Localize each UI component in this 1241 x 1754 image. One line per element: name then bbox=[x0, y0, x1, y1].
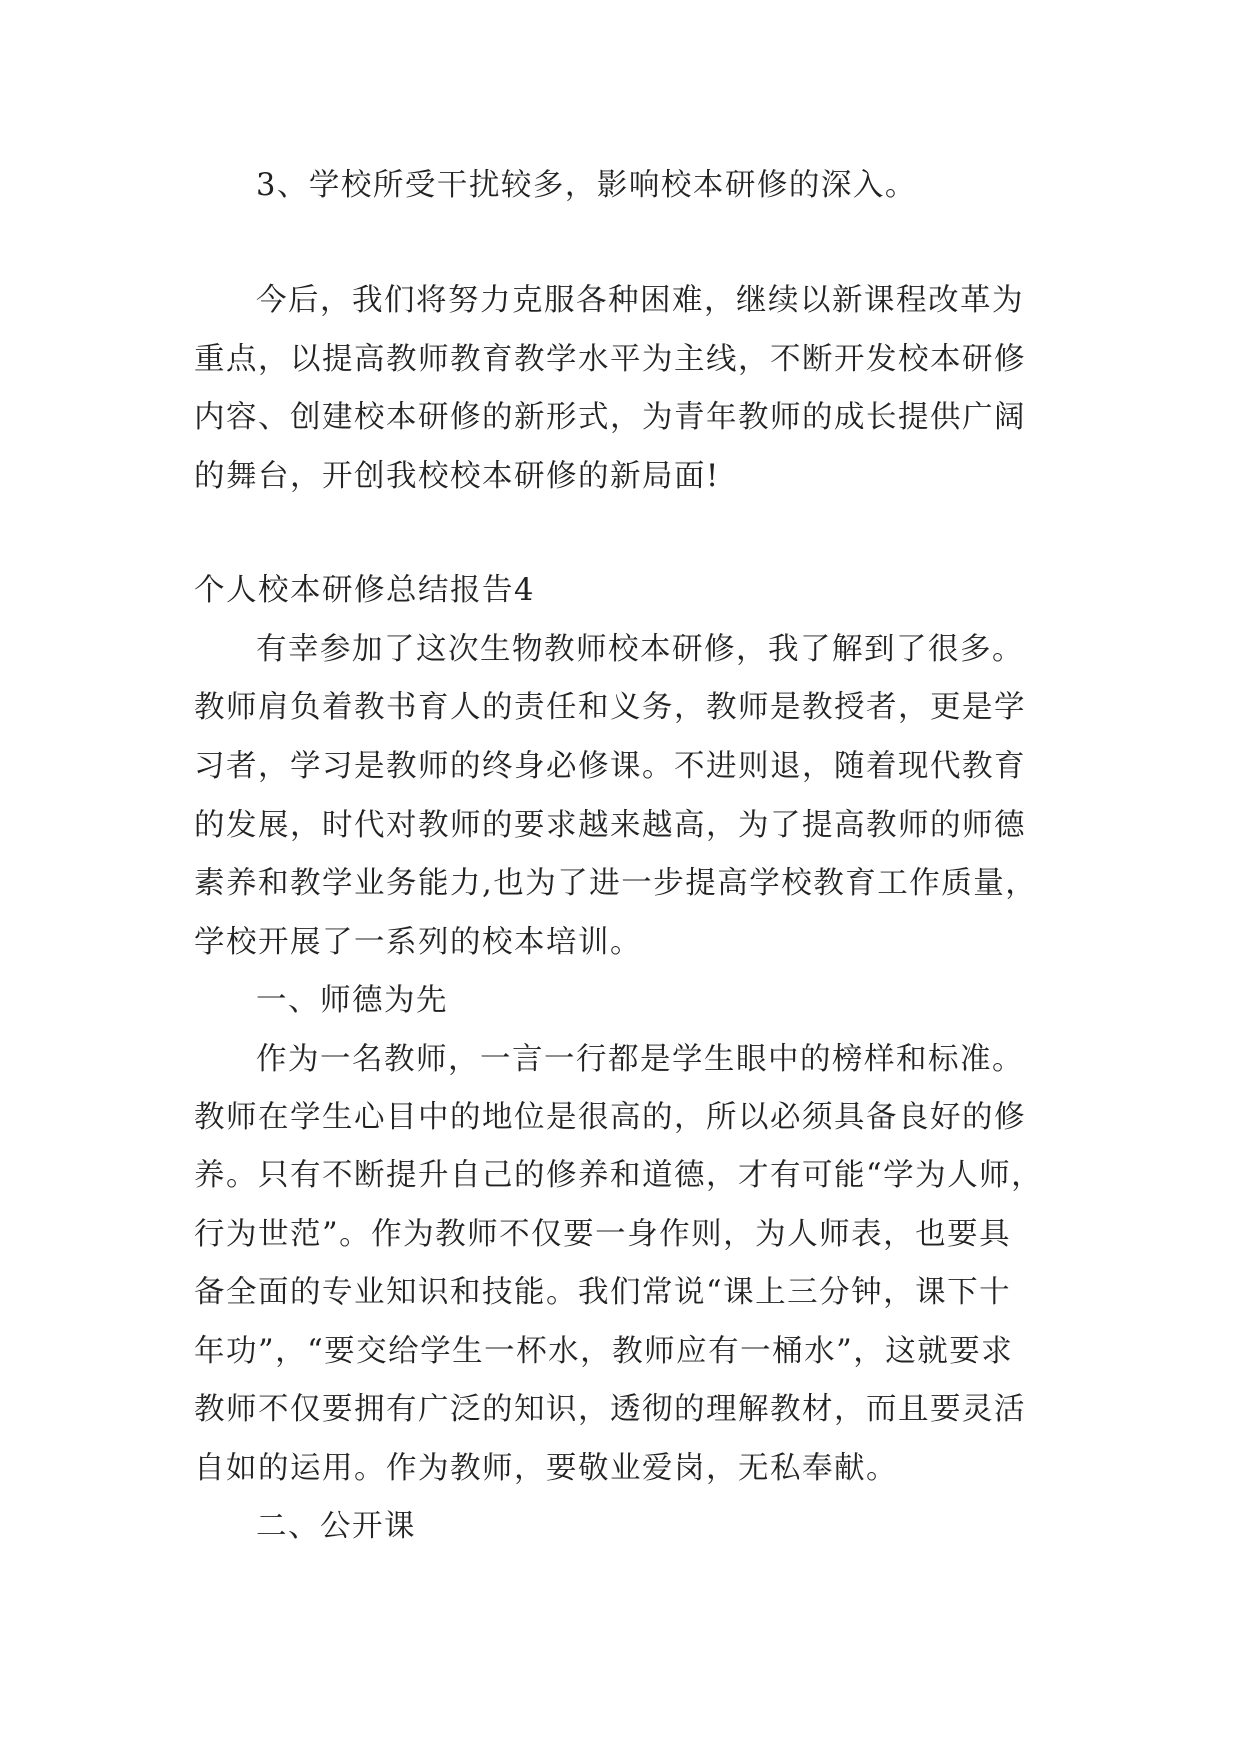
paragraph-line: 重点，以提高教师教育教学水平为主线，不断开发校本研修 bbox=[194, 342, 1026, 377]
paragraph-line: 有幸参加了这次生物教师校本研修，我了解到了很多。 bbox=[256, 632, 1024, 667]
section-heading: 一、师德为先 bbox=[256, 983, 448, 1018]
paragraph-line: 内容、创建校本研修的新形式，为青年教师的成长提供广阔 bbox=[194, 400, 1026, 435]
paragraph-line: 行为世范”。作为教师不仅要一身作则，为人师表，也要具 bbox=[194, 1217, 1012, 1252]
paragraph-line: 教师不仅要拥有广泛的知识，透彻的理解教材，而且要灵活 bbox=[194, 1392, 1026, 1427]
section-title: 个人校本研修总结报告4 bbox=[194, 573, 535, 608]
section-heading: 二、公开课 bbox=[256, 1509, 416, 1544]
paragraph-line: 教师在学生心目中的地位是很高的，所以必须具备良好的修 bbox=[194, 1100, 1026, 1135]
paragraph-line: 作为一名教师，一言一行都是学生眼中的榜样和标准。 bbox=[256, 1042, 1024, 1077]
paragraph-line: 的发展，时代对教师的要求越来越高，为了提高教师的师德 bbox=[194, 808, 1026, 843]
paragraph-line: 习者，学习是教师的终身必修课。不进则退，随着现代教育 bbox=[194, 749, 1026, 784]
paragraph-line: 今后，我们将努力克服各种困难，继续以新课程改革为 bbox=[256, 283, 1024, 318]
paragraph-line: 教师肩负着教书育人的责任和义务，教师是教授者，更是学 bbox=[194, 690, 1026, 725]
paragraph-line: 自如的运用。作为教师，要敬业爱岗，无私奉献。 bbox=[194, 1451, 898, 1486]
paragraph-line: 备全面的专业知识和技能。我们常说“课上三分钟，课下十 bbox=[194, 1275, 1012, 1310]
paragraph-line: 的舞台，开创我校校本研修的新局面! bbox=[194, 459, 720, 494]
paragraph-line: 学校开展了一系列的校本培训。 bbox=[194, 925, 642, 960]
paragraph-line: 素养和教学业务能力,也为了进一步提高学校教育工作质量， bbox=[194, 866, 1038, 901]
paragraph-line: 3、学校所受干扰较多，影响校本研修的深入。 bbox=[256, 168, 917, 203]
paragraph-line: 养。只有不断提升自己的修养和道德，才有可能“学为人师， bbox=[194, 1158, 1044, 1193]
paragraph-line: 年功”，“要交给学生一杯水，教师应有一桶水”，这就要求 bbox=[194, 1334, 1014, 1369]
